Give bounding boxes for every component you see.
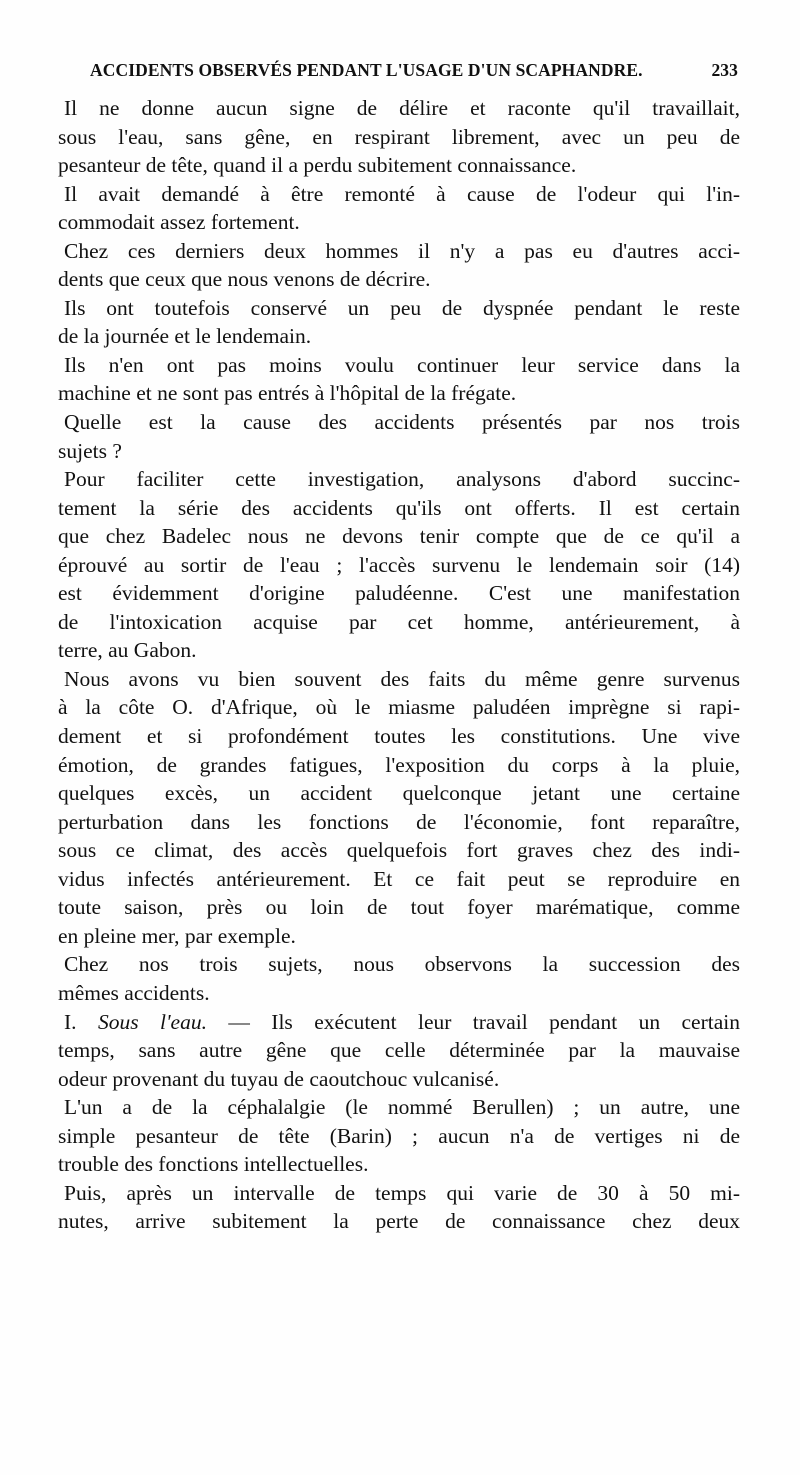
line-text: dents que ceux que nous venons de décrire.: [58, 267, 431, 292]
text-line: [58, 751, 740, 780]
text-line: [58, 1122, 740, 1151]
line-text: est évidemment d'origine paludéenne. C'est une manifestation: [58, 581, 740, 606]
text-line: [58, 579, 740, 608]
section-number: I.: [64, 1009, 98, 1034]
text-line: [58, 1150, 740, 1179]
line-text: L'un a de la céphalalgie (le nommé Berullen) ; un autre, une: [64, 1095, 740, 1120]
text-line: [58, 979, 740, 1008]
text-line: [58, 1179, 740, 1208]
text-line: [58, 836, 740, 865]
text-line: [58, 465, 740, 494]
line-text: pesanteur de tête, quand il a perdu subitement connaissance.: [58, 153, 577, 178]
text-line: [58, 180, 740, 209]
text-line: [58, 151, 740, 180]
line-text: machine et ne sont pas entrés à l'hôpital de la frégate.: [58, 381, 517, 406]
line-text: que chez Badelec nous ne devons tenir compte que de ce qu'il a: [58, 524, 740, 549]
line-text: Ils ont toutefois conservé un peu de dyspnée pendant le reste: [64, 295, 740, 320]
line-text: Ils n'en ont pas moins voulu continuer leur service dans la: [64, 352, 740, 377]
line-text: de la journée et le lendemain.: [58, 324, 312, 349]
line-text: dement et si profondément toutes les constitutions. Une vive: [58, 724, 740, 749]
line-text: sous ce climat, des accès quelquefois fort graves chez des indi-: [58, 838, 740, 863]
section-heading: Sous l'eau.: [97, 1009, 207, 1034]
text-line: [58, 351, 740, 380]
text-line: [58, 950, 740, 979]
line-text: commodait assez fortement.: [58, 210, 300, 235]
text-line: [58, 522, 740, 551]
text-line: [58, 94, 740, 123]
text-line: [58, 208, 740, 237]
text-line: [58, 865, 740, 894]
text-line: [58, 1065, 740, 1094]
text-line: [58, 608, 740, 637]
text-line: [58, 408, 740, 437]
text-line: [58, 1008, 740, 1037]
line-text: — Ils exécutent leur travail pendant un certain: [206, 1009, 740, 1034]
line-text: simple pesanteur de tête (Barin) ; aucun n'a de vertiges ni de: [58, 1123, 740, 1148]
line-text: Chez ces derniers deux hommes il n'y a pas eu d'autres acci-: [64, 238, 740, 263]
body-text: [58, 94, 740, 1236]
text-line: [58, 1093, 740, 1122]
line-text: temps, sans autre gêne que celle déterminée par la mauvaise: [58, 1038, 740, 1063]
text-line: [58, 237, 740, 266]
text-line: [58, 551, 740, 580]
line-text: à la côte O. d'Afrique, où le miasme paludéen imprègne si rapi-: [58, 695, 740, 720]
line-text: tement la série des accidents qu'ils ont offerts. Il est certain: [58, 495, 740, 520]
line-text: de l'intoxication acquise par cet homme, antérieurement, à: [58, 609, 740, 634]
line-text: Pour faciliter cette investigation, analysons d'abord succinc-: [64, 467, 740, 492]
text-line: [58, 265, 740, 294]
text-line: [58, 693, 740, 722]
text-line: [58, 779, 740, 808]
text-line: [58, 1207, 740, 1236]
line-text: quelques excès, un accident quelconque jetant une certaine: [58, 781, 740, 806]
text-line: [58, 922, 740, 951]
line-text: sujets ?: [58, 438, 122, 463]
text-line: [58, 722, 740, 751]
text-line: [58, 808, 740, 837]
line-text: nutes, arrive subitement la perte de connaissance chez deux: [58, 1209, 740, 1234]
text-line: [58, 123, 740, 152]
line-text: Nous avons vu bien souvent des faits du même genre survenus: [64, 666, 740, 691]
line-text: mêmes accidents.: [58, 980, 210, 1005]
line-text: terre, au Gabon.: [58, 638, 197, 663]
line-text: trouble des fonctions intellectuelles.: [58, 1152, 369, 1177]
line-text: Chez nos trois sujets, nous observons la succession des: [64, 952, 740, 977]
line-text: éprouvé au sortir de l'eau ; l'accès survenu le lendemain soir (14): [58, 552, 740, 577]
line-text: vidus infectés antérieurement. Et ce fait peut se reproduire en: [58, 866, 740, 891]
running-title: ACCIDENTS OBSERVÉS PENDANT L'USAGE D'UN SCAPHANDRE.: [90, 60, 643, 80]
text-line: [58, 437, 740, 466]
page-header: [90, 60, 738, 90]
page-number: 233: [711, 60, 738, 80]
text-line: [58, 379, 740, 408]
line-text: Quelle est la cause des accidents présentés par nos trois: [64, 410, 740, 435]
text-line: [58, 665, 740, 694]
line-text: odeur provenant du tuyau de caoutchouc vulcanisé.: [58, 1066, 500, 1091]
text-line: [58, 1036, 740, 1065]
line-text: en pleine mer, par exemple.: [58, 923, 296, 948]
line-text: perturbation dans les fonctions de l'économie, font reparaître,: [58, 809, 740, 834]
text-line: [58, 893, 740, 922]
line-text: sous l'eau, sans gêne, en respirant librement, avec un peu de: [58, 124, 740, 149]
text-line: [58, 494, 740, 523]
text-line: [58, 322, 740, 351]
line-text: émotion, de grandes fatigues, l'exposition du corps à la pluie,: [58, 752, 740, 777]
text-line: [58, 294, 740, 323]
line-text: Il ne donne aucun signe de délire et raconte qu'il travaillait,: [64, 96, 740, 120]
line-text: Puis, après un intervalle de temps qui varie de 30 à 50 mi-: [64, 1180, 740, 1205]
line-text: Il avait demandé à être remonté à cause de l'odeur qui l'in-: [64, 181, 740, 206]
line-text: toute saison, près ou loin de tout foyer marématique, comme: [58, 895, 740, 920]
text-line: [58, 636, 740, 665]
